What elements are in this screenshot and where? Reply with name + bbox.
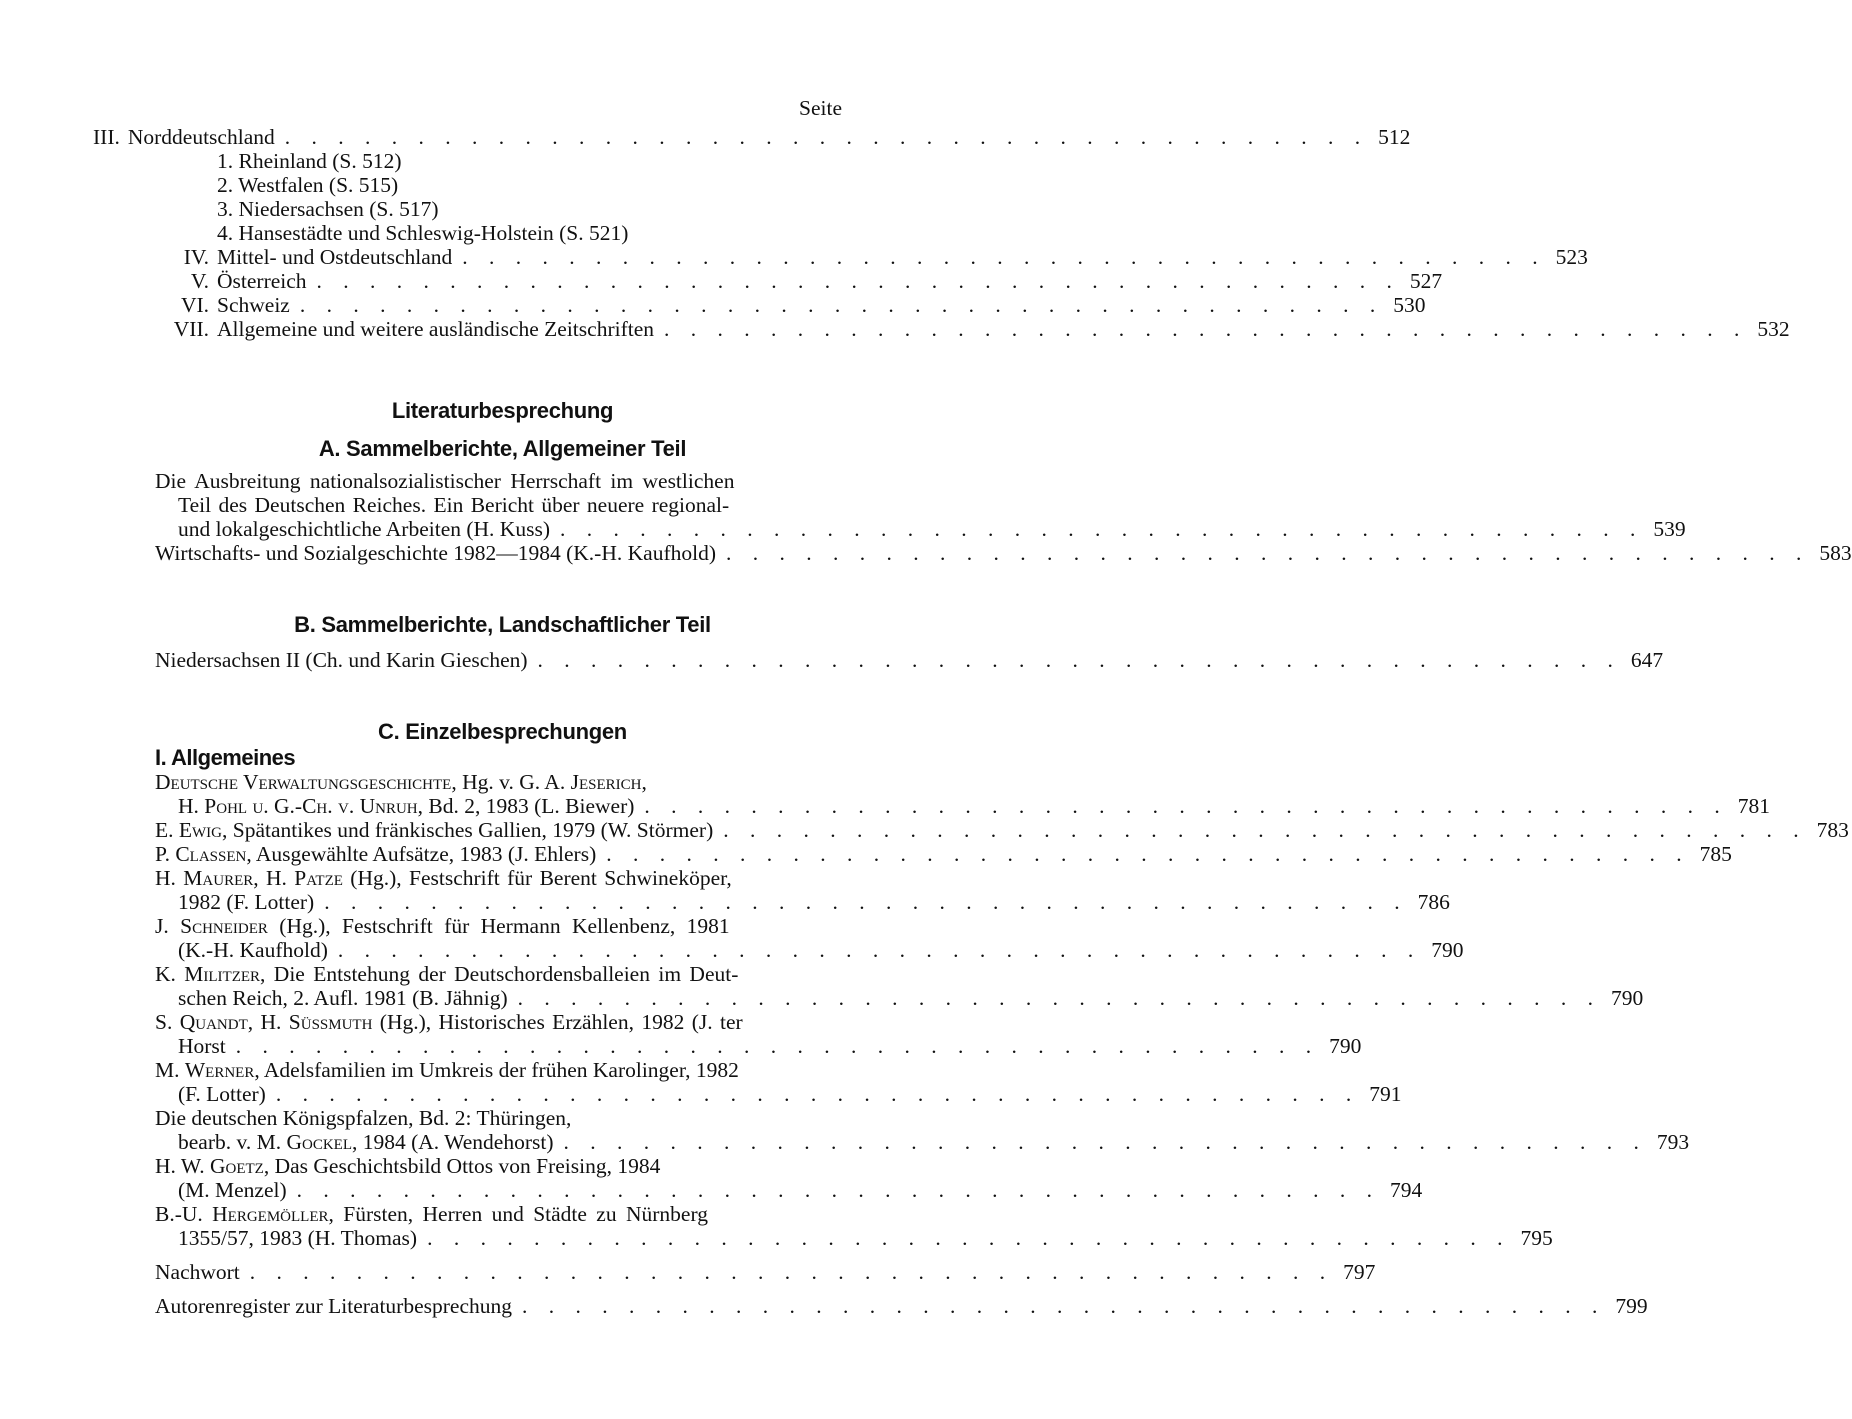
toc-entry-schneider: (K.-H. Kaufhold) . . . . . . . . . . . . . . . . . . . . . . . . . . . . . . . . . . . . . . . . . 790 <box>178 938 1464 962</box>
page-number: 790 <box>1329 1034 1362 1058</box>
page-number: 530 <box>1393 293 1426 317</box>
page-number: 532 <box>1757 317 1790 341</box>
toc-entry-niedersachsen-ii <box>155 647 1664 673</box>
dot-leader: . . . . . . . . . . . . . . . . . . . . . . . . . . . . . . . . . . . . . . . . . <box>522 1294 1606 1318</box>
toc-entry-koenigspfalzen: bearb. v. M. Gockel, 1984 (A. Wendehorst) . . . . . . . . . . . . . . . . . . . . . . . . . . . . . . . . . . . . . . . . . 793 <box>178 1130 1690 1154</box>
entry-label: und lokalgeschichtliche Arbeiten (H. Kuss) <box>178 517 550 541</box>
page-number: 781 <box>1737 794 1771 818</box>
toc-sub-entry: 2. Westfalen (S. 515) <box>217 173 399 197</box>
dot-leader: . . . . . . . . . . . . . . . . . . . . . . . . . . . . . . . . . . . . . . . . . <box>563 1130 1647 1154</box>
toc-entry-maurer-patze: 1982 (F. Lotter) . . . . . . . . . . . . . . . . . . . . . . . . . . . . . . . . . . . . . . . . . 786 <box>178 890 1450 914</box>
entry-number: IV. <box>183 245 209 269</box>
entry-text-line: H. W. Goetz, Das Geschichtsbild Ottos von Freising, 1984 <box>155 1154 661 1178</box>
subheading-allgemeines: I. Allgemeines <box>155 745 296 770</box>
entry-text-line: M. Werner, Adelsfamilien im Umkreis der frühen Karolinger, 1982 <box>155 1058 739 1082</box>
dot-leader: . . . . . . . . . . . . . . . . . . . . . . . . . . . . . . . . . . . . . . . . . <box>664 317 1748 341</box>
page-number: 539 <box>1653 517 1686 541</box>
entry-label: Niedersachsen II (Ch. und Karin Gieschen) <box>155 648 528 672</box>
toc-entry-wirtschaftsgeschichte <box>155 540 1852 566</box>
entry-label: Wirtschafts- und Sozialgeschichte 1982—1984 (K.-H. Kaufhold) <box>155 541 716 565</box>
entry-number: V. <box>190 269 209 293</box>
page-number: 790 <box>1611 986 1644 1010</box>
toc-entry-allgemeine-zeitschriften <box>173 316 1790 342</box>
entry-number: III. <box>93 125 120 149</box>
page-number: 793 <box>1656 1130 1690 1154</box>
entry-label: Allgemeine und weitere ausländische Zeitschriften <box>217 317 655 341</box>
toc-entry-hergemoeller: 1355/57, 1983 (H. Thomas) . . . . . . . . . . . . . . . . . . . . . . . . . . . . . . . . . . . . . . . . . 795 <box>178 1226 1553 1250</box>
entry-label: Norddeutschland <box>127 125 275 149</box>
entry-text-line: Die Ausbreitung nationalsozialistischer Herrschaft im westlichen <box>155 469 735 493</box>
entry-text-line: H. Maurer, H. Patze (Hg.), Festschrift für Berent Schwineköper, <box>155 866 732 890</box>
entry-label: Schweiz <box>217 293 290 317</box>
toc-entry-ausbreitung <box>178 516 1686 542</box>
toc-entry-goetz: (M. Menzel) . . . . . . . . . . . . . . . . . . . . . . . . . . . . . . . . . . . . . . . . . 794 <box>178 1178 1423 1202</box>
dot-leader: . . . . . . . . . . . . . . . . . . . . . . . . . . . . . . . . . . . . . . . . . <box>296 1178 1381 1202</box>
dot-leader: . . . . . . . . . . . . . . . . . . . . . . . . . . . . . . . . . . . . . . . . . <box>644 794 1728 818</box>
entry-text-line: Teil des Deutschen Reiches. Ein Bericht über neuere regional- <box>178 493 730 517</box>
dot-leader: . . . . . . . . . . . . . . . . . . . . . . . . . . . . . . . . . . . . . . . . . <box>299 293 1384 317</box>
page-number: 790 <box>1431 938 1464 962</box>
dot-leader: . . . . . . . . . . . . . . . . . . . . . . . . . . . . . . . . . . . . . . . . . <box>537 648 1621 672</box>
page-number: 583 <box>1819 541 1852 565</box>
page-number: 523 <box>1555 245 1588 269</box>
toc-entry-mittel-ostdeutschland <box>183 244 1588 270</box>
toc-entry-quandt-suessmuth: Horst . . . . . . . . . . . . . . . . . . . . . . . . . . . . . . . . . . . . . . . . . 790 <box>178 1034 1362 1058</box>
page-number: 797 <box>1343 1260 1376 1284</box>
toc-sub-entry: 1. Rheinland (S. 512) <box>217 149 402 173</box>
dot-leader: . . . . . . . . . . . . . . . . . . . . . . . . . . . . . . . . . . . . . . . . . <box>275 1082 1360 1106</box>
entry-number: VII. <box>173 317 209 341</box>
dot-leader: . . . . . . . . . . . . . . . . . . . . . . . . . . . . . . . . . . . . . . . . . <box>337 938 1422 962</box>
dot-leader: . . . . . . . . . . . . . . . . . . . . . . . . . . . . . . . . . . . . . . . . . <box>725 541 1810 565</box>
toc-sub-entry: 4. Hansestädte und Schleswig-Holstein (S. 521) <box>217 221 629 245</box>
toc-entry-ewig: E. Ewig, Spätantikes und fränkisches Gallien, 1979 (W. Störmer) . . . . . . . . . . . . . . . . . . . . . . . . . . . . . . . . . . . . . . . . . 783 <box>155 818 1849 842</box>
dot-leader: . . . . . . . . . . . . . . . . . . . . . . . . . . . . . . . . . . . . . . . . . <box>723 818 1807 842</box>
section-heading-literaturbesprechung: Literaturbesprechung <box>391 398 614 423</box>
toc-entry-classen: P. Classen, Ausgewählte Aufsätze, 1983 (J. Ehlers) . . . . . . . . . . . . . . . . . . . . . . . . . . . . . . . . . . . . . . . . . 785 <box>155 842 1732 866</box>
entry-label: Mittel- und Ostdeutschland <box>217 245 453 269</box>
entry-text-line: J. Schneider (Hg.), Festschrift für Hermann Kellenbenz, 1981 <box>155 914 730 938</box>
dot-leader: . . . . . . . . . . . . . . . . . . . . . . . . . . . . . . . . . . . . . . . . . <box>324 890 1408 914</box>
entry-label: Nachwort <box>155 1260 240 1284</box>
dot-leader: . . . . . . . . . . . . . . . . . . . . . . . . . . . . . . . . . . . . . . . . . <box>284 125 1369 149</box>
dot-leader: . . . . . . . . . . . . . . . . . . . . . . . . . . . . . . . . . . . . . . . . . <box>427 1226 1511 1250</box>
entry-text-line: Die deutschen Königspfalzen, Bd. 2: Thüringen, <box>155 1106 572 1130</box>
entry-number: VI. <box>180 293 209 317</box>
entry-text-line: K. Militzer, Die Entstehung der Deutschordensballeien im Deut- <box>155 962 739 986</box>
page-number: 783 <box>1816 818 1849 842</box>
toc-entry-autorenregister <box>155 1293 1648 1319</box>
entry-text-line: Deutsche Verwaltungsgeschichte, Hg. v. G. A. Jeserich, <box>155 770 647 794</box>
toc-entry-norddeutschland <box>93 124 1411 150</box>
entry-label: Autorenregister zur Literaturbesprechung <box>155 1294 512 1318</box>
dot-leader: . . . . . . . . . . . . . . . . . . . . . . . . . . . . . . . . . . . . . . . . . <box>462 245 1546 269</box>
section-heading-a: A. Sammelberichte, Allgemeiner Teil <box>318 436 687 461</box>
page-number: 785 <box>1699 842 1732 866</box>
entry-text-line: S. Quandt, H. Süssmuth (Hg.), Historisches Erzählen, 1982 (J. ter <box>155 1010 743 1034</box>
dot-leader: . . . . . . . . . . . . . . . . . . . . . . . . . . . . . . . . . . . . . . . . . <box>316 269 1400 293</box>
seite-label: Seite <box>799 96 842 120</box>
page-number: 647 <box>1630 648 1664 672</box>
dot-leader: . . . . . . . . . . . . . . . . . . . . . . . . . . . . . . . . . . . . . . . . . <box>517 986 1601 1010</box>
toc-entry-militzer: schen Reich, 2. Aufl. 1981 (B. Jähnig) . . . . . . . . . . . . . . . . . . . . . . . . . . . . . . . . . . . . . . . . . 790 <box>178 986 1644 1010</box>
page-number: 795 <box>1520 1226 1553 1250</box>
toc-sub-entry: 3. Niedersachsen (S. 517) <box>217 197 439 221</box>
entry-text-line: B.-U. Hergemöller, Fürsten, Herren und Städte zu Nürnberg <box>155 1202 708 1226</box>
entry-label: Österreich <box>217 269 307 293</box>
dot-leader: . . . . . . . . . . . . . . . . . . . . . . . . . . . . . . . . . . . . . . . . . <box>559 517 1644 541</box>
page-number: 512 <box>1378 125 1411 149</box>
page-number: 799 <box>1615 1294 1648 1318</box>
dot-leader: . . . . . . . . . . . . . . . . . . . . . . . . . . . . . . . . . . . . . . . . . <box>235 1034 1320 1058</box>
toc-entry-schweiz <box>180 292 1426 318</box>
page-number: 786 <box>1417 890 1450 914</box>
section-heading-b: B. Sammelberichte, Landschaftlicher Teil <box>294 612 711 637</box>
toc-entry-nachwort <box>155 1259 1376 1285</box>
page-number: 791 <box>1369 1082 1402 1106</box>
dot-leader: . . . . . . . . . . . . . . . . . . . . . . . . . . . . . . . . . . . . . . . . . <box>249 1260 1334 1284</box>
toc-entry-oesterreich <box>190 268 1443 294</box>
section-heading-c: C. Einzelbesprechungen <box>378 719 627 744</box>
toc-entry-verwaltungsgeschichte: H. Pohl u. G.-Ch. v. Unruh, Bd. 2, 1983 (L. Biewer) . . . . . . . . . . . . . . . . . . . . . . . . . . . . . . . . . . . . . . . . . 781 <box>178 794 1771 818</box>
toc-entry-werner: (F. Lotter) . . . . . . . . . . . . . . . . . . . . . . . . . . . . . . . . . . . . . . . . . 791 <box>178 1082 1402 1106</box>
page-number: 527 <box>1409 269 1443 293</box>
dot-leader: . . . . . . . . . . . . . . . . . . . . . . . . . . . . . . . . . . . . . . . . . <box>606 842 1690 866</box>
page-number: 794 <box>1390 1178 1423 1202</box>
